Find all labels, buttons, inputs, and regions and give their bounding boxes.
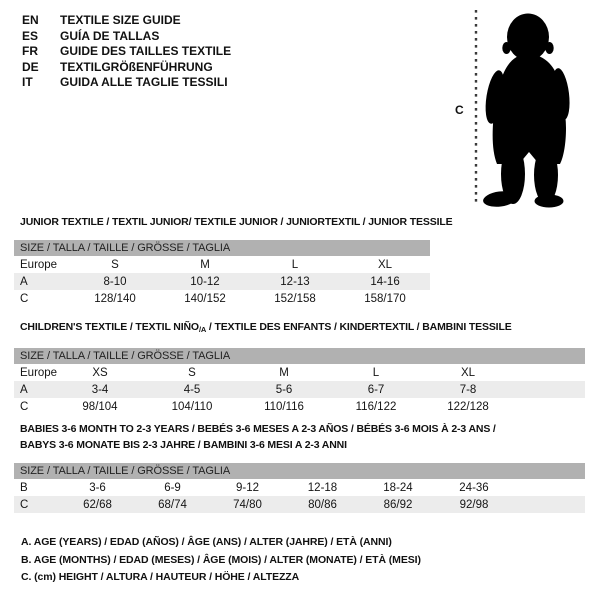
language-title: TEXTILE SIZE GUIDE (60, 13, 181, 27)
size-value-cell: M (200, 258, 210, 271)
table-row (14, 496, 585, 513)
size-value-cell: 10-12 (190, 275, 220, 288)
table-row (14, 381, 585, 398)
babies-size-table (14, 463, 585, 513)
row-label: Europe (20, 258, 58, 271)
table-row (14, 398, 585, 415)
title-text: JUNIOR TEXTILE / TEXTIL JUNIOR/ TEXTILE JUNIOR / JUNIORTEXTIL / JUNIOR TESSILE (20, 216, 453, 228)
size-value-cell: 152/158 (274, 292, 316, 305)
size-value-cell: L (372, 366, 380, 379)
size-value-cell: 62/68 (83, 498, 112, 511)
size-value-cell: 128/140 (94, 292, 136, 305)
baby-silhouette-icon (470, 6, 596, 208)
size-value-cell: S (111, 258, 119, 271)
language-row (22, 60, 231, 76)
section-title-line (20, 421, 585, 437)
size-value-cell: L (291, 258, 299, 271)
language-code: FR (22, 44, 38, 59)
legend-notes (21, 534, 421, 587)
size-value-cell: 24-36 (459, 481, 489, 494)
title-text: /A (198, 325, 207, 334)
row-label: A (20, 275, 28, 288)
language-row (22, 44, 231, 60)
table-row (14, 479, 585, 496)
language-title: GUIDE DES TAILLES TEXTILE (60, 44, 232, 59)
size-value-cell: 98/104 (82, 400, 118, 413)
size-value-cell: 140/152 (184, 292, 226, 305)
size-value-cell: 80/86 (308, 498, 337, 511)
size-value-cell: S (188, 366, 196, 379)
junior-size-table (14, 240, 430, 307)
size-value-cell: 18-24 (383, 481, 413, 494)
size-value-cell: 122/128 (447, 400, 489, 413)
language-title: GUÍA DE TALLAS (60, 28, 160, 43)
language-title: TEXTILGRÖßENFÜHRUNG (60, 59, 213, 74)
section-title-line (20, 214, 453, 230)
size-value-cell: 14-16 (370, 275, 400, 288)
junior-section-title (20, 214, 453, 230)
children-size-table (14, 348, 585, 415)
language-code: ES (22, 28, 39, 43)
size-value-cell: 74/80 (233, 498, 262, 511)
children-textile-section (14, 319, 585, 415)
section-title-line (20, 437, 585, 453)
size-header-bar: SIZE / TALLA / TAILLE / GRÖSSE / TAGLIA (14, 463, 585, 479)
row-label: A (20, 383, 28, 396)
language-code: EN (22, 13, 39, 27)
size-value-cell: 86/92 (383, 498, 413, 511)
table-row (14, 364, 585, 381)
title-text: / TEXTILE DES ENFANTS / KINDERTEXTIL / BAMBINI TESSILE (206, 321, 512, 333)
legend-note-line: A. AGE (YEARS) / EDAD (AÑOS) / ÂGE (ANS) / ALTER (JAHRE) / ETÀ (ANNI) (21, 536, 392, 548)
spacer-cell (512, 479, 585, 496)
size-value-cell: M (279, 366, 289, 379)
language-title-list (22, 13, 231, 91)
size-value-cell: XS (92, 366, 108, 379)
spacer-cell (514, 381, 585, 398)
junior-textile-section (14, 214, 453, 307)
title-text: BABYS 3-6 MONATE BIS 2-3 JAHRE / BAMBINI 3-6 MESI A 2-3 ANNI (20, 439, 347, 451)
row-label: C (20, 400, 29, 413)
size-value-cell: 12-13 (280, 275, 310, 288)
row-label: Europe (20, 366, 58, 379)
size-value-cell: 8-10 (103, 275, 127, 288)
size-value-cell: 3-6 (89, 481, 106, 494)
title-text: BABIES 3-6 MONTH TO 2-3 YEARS / BEBÉS 3-6 MESES A 2-3 AÑOS / BÉBÉS 3-6 MOIS À 2-3 ANS / (20, 423, 496, 435)
spacer-cell (514, 364, 585, 381)
size-value-cell: 7-8 (459, 383, 477, 396)
language-row (22, 13, 231, 29)
language-title: GUIDA ALLE TAGLIE TESSILI (60, 75, 228, 90)
language-row (22, 75, 231, 91)
size-value-cell: 6-9 (164, 481, 181, 494)
height-measure-label: C (455, 103, 464, 117)
size-value-cell: 92/98 (459, 498, 489, 511)
size-value-cell: 4-5 (183, 383, 201, 396)
size-header-bar: SIZE / TALLA / TAILLE / GRÖSSE / TAGLIA (14, 348, 585, 364)
size-value-cell: 6-7 (367, 383, 385, 396)
size-value-cell: 9-12 (235, 481, 260, 494)
legend-note-line: C. (cm) HEIGHT / ALTURA / HAUTEUR / HÖHE / ALTEZZA (21, 571, 300, 583)
size-header-bar: SIZE / TALLA / TAILLE / GRÖSSE / TAGLIA (14, 240, 430, 256)
legend-note-line: B. AGE (MONTHS) / EDAD (MESES) / ÂGE (MOIS) / ALTER (MONATE) / ETÀ (MESI) (21, 553, 421, 566)
language-code: IT (22, 75, 33, 90)
spacer-cell (514, 398, 585, 415)
size-value-cell: XL (377, 258, 393, 271)
size-value-cell: 104/110 (171, 400, 213, 413)
section-title-line (20, 319, 585, 338)
row-label: C (20, 498, 29, 511)
babies-section-title (20, 421, 585, 453)
language-row (22, 29, 231, 45)
spacer-cell (512, 496, 585, 513)
row-label: C (20, 292, 29, 305)
table-row (14, 256, 430, 273)
title-text: CHILDREN'S TEXTILE / TEXTIL NIÑO (20, 321, 199, 333)
children-section-title (20, 319, 585, 338)
row-label: B (20, 481, 28, 494)
size-value-cell: 116/122 (355, 400, 397, 413)
language-code: DE (22, 59, 39, 74)
baby-silhouette-shape (482, 14, 572, 209)
size-value-cell: 158/170 (364, 292, 406, 305)
size-value-cell: 68/74 (158, 498, 187, 511)
size-value-cell: 12-18 (307, 481, 338, 494)
size-value-cell: XL (460, 366, 476, 379)
size-value-cell: 3-4 (91, 383, 109, 396)
size-value-cell: 110/116 (264, 400, 304, 413)
babies-textile-section (14, 421, 585, 513)
table-row (14, 290, 430, 307)
table-row (14, 273, 430, 290)
size-value-cell: 5-6 (275, 383, 293, 396)
